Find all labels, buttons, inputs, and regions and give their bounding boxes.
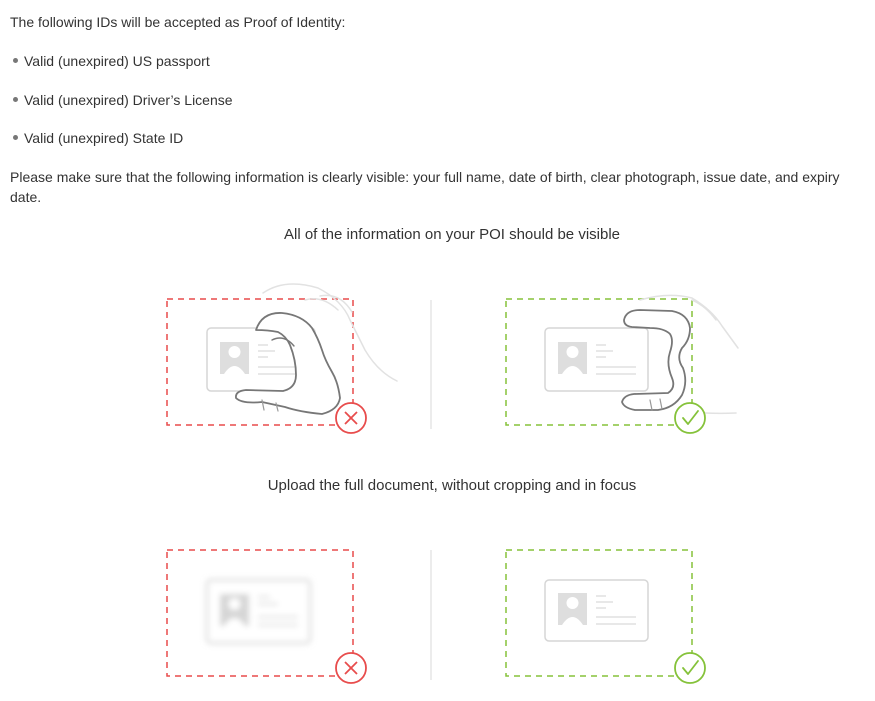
id-card-icon xyxy=(545,580,648,641)
section-title-full-document: Upload the full document, without cropping and in focus xyxy=(267,477,637,494)
good-example-in-focus xyxy=(506,550,705,683)
cross-circle-icon xyxy=(336,653,366,683)
accepted-id-item xyxy=(13,90,233,110)
check-circle-icon xyxy=(675,403,705,433)
id-card-icon xyxy=(545,328,648,391)
poi-intro-text: The following IDs will be accepted as Proof of Identity: xyxy=(10,14,346,30)
accepted-id-item xyxy=(13,128,183,148)
full-document-illustration xyxy=(0,521,875,691)
cross-circle-icon xyxy=(336,403,366,433)
check-circle-icon xyxy=(675,653,705,683)
section-title-visible: All of the information on your POI should be visible xyxy=(283,226,620,243)
accepted-id-label: Valid (unexpired) US passport xyxy=(24,53,210,69)
accepted-id-item xyxy=(13,51,210,71)
bad-example-hidden-info xyxy=(167,284,397,433)
bullet-dot xyxy=(13,135,18,140)
visible-info-illustration xyxy=(0,270,875,440)
bad-example-blurry xyxy=(167,550,366,683)
accepted-id-label: Valid (unexpired) Driver’s License xyxy=(24,92,233,108)
bullet-dot xyxy=(13,58,18,63)
blurred-id-card-icon xyxy=(207,580,310,643)
bullet-dot xyxy=(13,97,18,102)
accepted-id-label: Valid (unexpired) State ID xyxy=(24,130,184,146)
good-example-visible-info xyxy=(506,295,738,433)
visibility-note: Please make sure that the following information is clearly visible: your full name, date of birth, clear photograph, issue date, and expiry date. xyxy=(10,169,840,205)
